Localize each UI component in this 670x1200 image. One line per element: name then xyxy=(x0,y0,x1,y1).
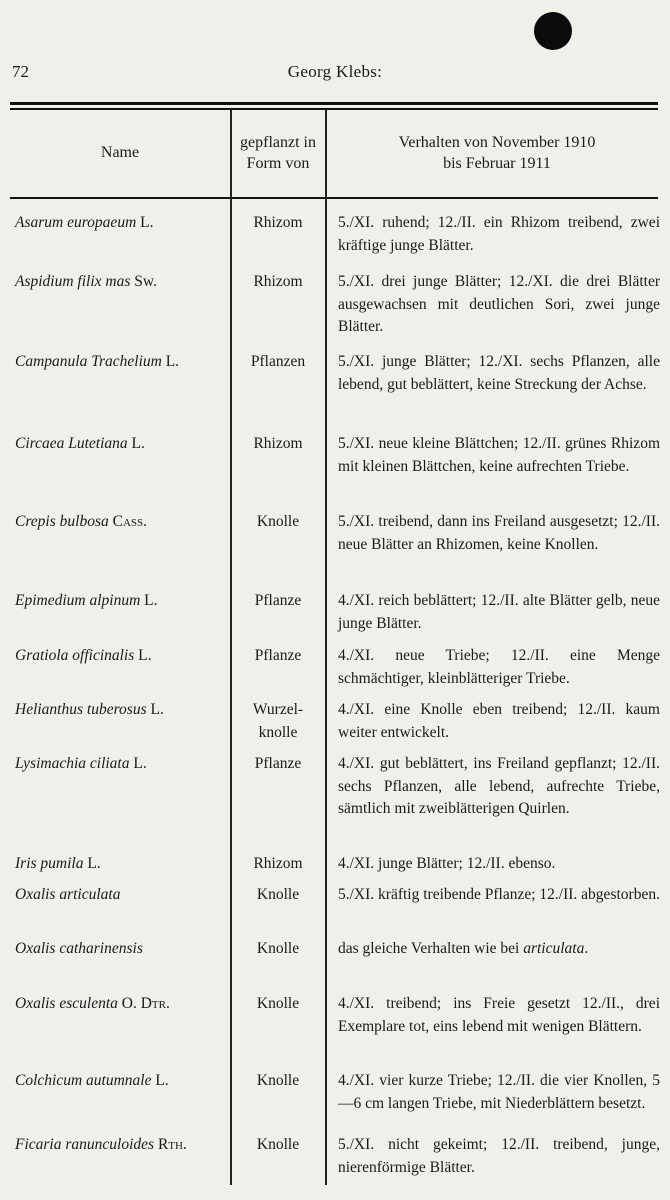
plant-form: Knolle xyxy=(256,886,300,903)
running-head: Georg Klebs: xyxy=(287,62,383,81)
plant-name: Campanula Trachelium L. xyxy=(15,353,180,370)
plant-behavior: 5./XI. drei junge Blätter; 12./XI. die drei Blätter ausgewachsen mit deutlichen Sori, zwei junge Blätter. xyxy=(338,273,660,335)
table-top-rule xyxy=(10,102,658,105)
plant-form: Wurzel- knolle xyxy=(252,701,304,741)
plant-behavior: 4./XI. treibend; ins Freie gesetzt 12./II., drei Exemplare tot, eins lebend mit wenigen Blättern. xyxy=(338,995,660,1035)
table-header-rule xyxy=(10,197,658,199)
plant-behavior: 5./XI. kräftig treibende Pflanze; 12./II. abgestorben. xyxy=(338,886,660,903)
plant-name: Epimedium alpinum L. xyxy=(15,592,158,609)
plant-form: Rhizom xyxy=(253,435,303,452)
ink-dot xyxy=(534,12,572,50)
plant-behavior: 4./XI. reich beblättert; 12./II. alte Blätter gelb, neue junge Blätter. xyxy=(338,592,660,632)
plant-behavior: das gleiche Verhalten wie bei articulata. xyxy=(338,940,589,957)
plant-form: Rhizom xyxy=(253,855,303,872)
plant-name: Iris pumila L. xyxy=(15,855,101,872)
plant-behavior: 4./XI. junge Blätter; 12./II. ebenso. xyxy=(338,855,556,872)
plant-behavior: 4./XI. eine Knolle eben treibend; 12./II. kaum weiter entwickelt. xyxy=(338,701,660,741)
plant-name: Helianthus tuberosus L. xyxy=(15,701,164,718)
plant-name: Asarum europaeum L. xyxy=(15,214,154,231)
plant-form: Knolle xyxy=(256,995,300,1012)
plant-name: Crepis bulbosa Cass. xyxy=(15,513,148,530)
plant-form: Knolle xyxy=(256,513,300,530)
plant-form: Pflanze xyxy=(254,592,302,609)
column-divider-2 xyxy=(325,110,327,1185)
plant-behavior: 5./XI. treibend, dann ins Freiland ausgesetzt; 12./II. neue Blätter an Rhizomen, keine Knollen. xyxy=(338,513,660,553)
plant-form: Pflanzen xyxy=(250,353,306,370)
plant-form: Knolle xyxy=(256,940,300,957)
page-number: 72 xyxy=(12,62,29,81)
plant-name: Ficaria ranunculoides Rth. xyxy=(15,1136,187,1153)
plant-behavior: 5./XI. junge Blätter; 12./XI. sechs Pflanzen, alle lebend, gut beblättert, keine Streckung der Achse. xyxy=(338,353,660,393)
page-header xyxy=(0,60,670,90)
plant-behavior: 4./XI. neue Triebe; 12./II. eine Menge schmächtiger, kleinblätteriger Triebe. xyxy=(338,647,660,687)
column-header-behavior: Verhalten von November 1910 bis Februar 1911 xyxy=(398,133,596,172)
plant-behavior: 4./XI. vier kurze Triebe; 12./II. die vier Knollen, 5—6 cm langen Triebe, mit Niederblättern besetzt. xyxy=(338,1072,660,1112)
plant-behavior: 5./XI. ruhend; 12./II. ein Rhizom treibend, zwei kräftige junge Blätter. xyxy=(338,214,660,254)
plant-form: Rhizom xyxy=(253,214,303,231)
plant-form: Knolle xyxy=(256,1136,300,1153)
plant-name: Gratiola officinalis L. xyxy=(15,647,152,664)
column-header-form: gepflanzt in Form von xyxy=(240,133,316,172)
plant-name: Aspidium filix mas Sw. xyxy=(15,273,157,290)
plant-name: Lysimachia ciliata L. xyxy=(15,755,147,772)
plant-form: Rhizom xyxy=(253,273,303,290)
plant-form: Pflanze xyxy=(254,755,302,772)
plant-name: Oxalis catharinensis xyxy=(15,940,143,957)
plant-form: Pflanze xyxy=(254,647,302,664)
plant-name: Oxalis esculenta O. Dtr. xyxy=(15,995,170,1012)
plant-behavior: 4./XI. gut beblättert, ins Freiland gepflanzt; 12./II. sechs Pflanzen, alle lebend, aufrechte Triebe, sämtlich mit zweiblätterigen Quirlen. xyxy=(338,755,660,817)
plant-form: Knolle xyxy=(256,1072,300,1089)
plant-behavior: 5./XI. nicht gekeimt; 12./II. treibend, junge, nierenförmige Blätter. xyxy=(338,1136,660,1176)
plant-name: Oxalis articulata xyxy=(15,886,121,903)
column-header-name: Name xyxy=(100,144,140,162)
plant-name: Circaea Lutetiana L. xyxy=(15,435,145,452)
plant-name: Colchicum autumnale L. xyxy=(15,1072,169,1089)
plant-behavior: 5./XI. neue kleine Blättchen; 12./II. grünes Rhizom mit kleinen Blättchen, keine aufrechten Triebe. xyxy=(338,435,660,475)
